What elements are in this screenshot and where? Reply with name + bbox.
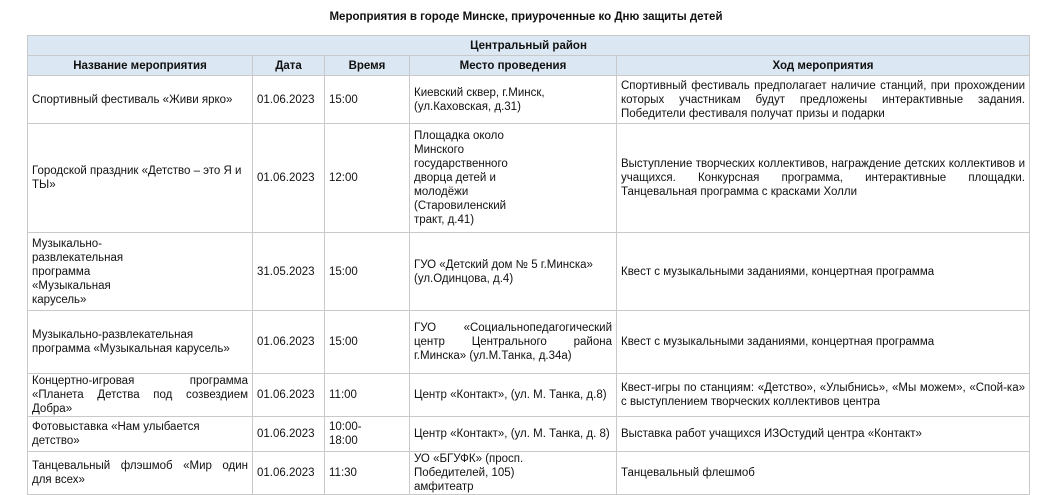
event-time: 15:00 (325, 311, 410, 374)
event-name: Концертно-игровая программа «Планета Детства под созвездием Добра» (28, 374, 253, 417)
event-date: 31.05.2023 (253, 233, 325, 311)
header-time: Время (325, 56, 410, 76)
table-row (28, 374, 1030, 417)
table-row (28, 76, 1030, 124)
table-row (28, 452, 1030, 495)
event-time: 10:00-18:00 (325, 417, 410, 452)
event-place: Киевский сквер, г.Минск, (ул.Каховская, д.31) (410, 76, 617, 124)
event-place: Площадка около Минского государственного дворца детей и молодёжи (Старовиленский тракт, д.41) (410, 124, 617, 233)
header-place: Место проведения (410, 56, 617, 76)
event-date: 01.06.2023 (253, 417, 325, 452)
event-time: 15:00 (325, 233, 410, 311)
event-name: Спортивный фестиваль «Живи ярко» (28, 76, 253, 124)
district-name: Центральный район (28, 36, 1030, 56)
event-progress: Выступление творческих коллективов, награждение детских коллективов и учащихся. Конкурсная программа, интерактивные площадки. Танцевальная программа с красками Холли (617, 124, 1030, 233)
page-title: Мероприятия в городе Минске, приуроченные ко Дню защиты детей (329, 11, 723, 23)
event-progress: Танцевальный флешмоб (617, 452, 1030, 495)
events-table (27, 35, 1030, 495)
event-date: 01.06.2023 (253, 452, 325, 495)
event-progress: Выставка работ учащихся ИЗОстудий центра «Контакт» (617, 417, 1030, 452)
event-place: Центр «Контакт», (ул. М. Танка, д. 8) (410, 417, 617, 452)
event-date: 01.06.2023 (253, 76, 325, 124)
table-row (28, 311, 1030, 374)
header-row (28, 56, 1030, 76)
event-name: Городской праздник «Детство – это Я и ТЫ» (28, 124, 253, 233)
event-name: Танцевальный флэшмоб «Мир один для всех» (28, 452, 253, 495)
event-progress: Спортивный фестиваль предполагает наличие станций, при прохождении которых участникам будут предложены интерактивные задания. Победители фестиваля получат призы и подарки (617, 76, 1030, 124)
event-name: Музыкально-развлекательная программа «Музыкальная карусель» (28, 233, 253, 311)
event-progress: Квест-игры по станциям: «Детство», «Улыбнись», «Мы можем», «Спой-ка» с выступлением творческих коллективов центра (617, 374, 1030, 417)
event-place: УО «БГУФК» (просп. Победителей, 105) амфитеатр (410, 452, 617, 495)
header-date: Дата (253, 56, 325, 76)
event-progress: Квест с музыкальными заданиями, концертная программа (617, 311, 1030, 374)
event-time: 15:00 (325, 76, 410, 124)
event-time: 12:00 (325, 124, 410, 233)
event-date: 01.06.2023 (253, 311, 325, 374)
event-progress: Квест с музыкальными заданиями, концертная программа (617, 233, 1030, 311)
header-progress: Ход мероприятия (617, 56, 1030, 76)
event-place: ГУО «Социальнопедагогический центр Центрального района г.Минска» (ул.М.Танка, д.34а) (410, 311, 617, 374)
event-date: 01.06.2023 (253, 374, 325, 417)
event-time: 11:30 (325, 452, 410, 495)
district-row (28, 36, 1030, 56)
event-date: 01.06.2023 (253, 124, 325, 233)
event-place: ГУО «Детский дом № 5 г.Минска» (ул.Одинцова, д.4) (410, 233, 617, 311)
event-name: Музыкально-развлекательная программа «Музыкальная карусель» (28, 311, 253, 374)
event-time: 11:00 (325, 374, 410, 417)
table-row (28, 417, 1030, 452)
event-place: Центр «Контакт», (ул. М. Танка, д.8) (410, 374, 617, 417)
table-row (28, 233, 1030, 311)
header-name: Название мероприятия (28, 56, 253, 76)
event-name: Фотовыставка «Нам улыбается детство» (28, 417, 253, 452)
table-row (28, 124, 1030, 233)
